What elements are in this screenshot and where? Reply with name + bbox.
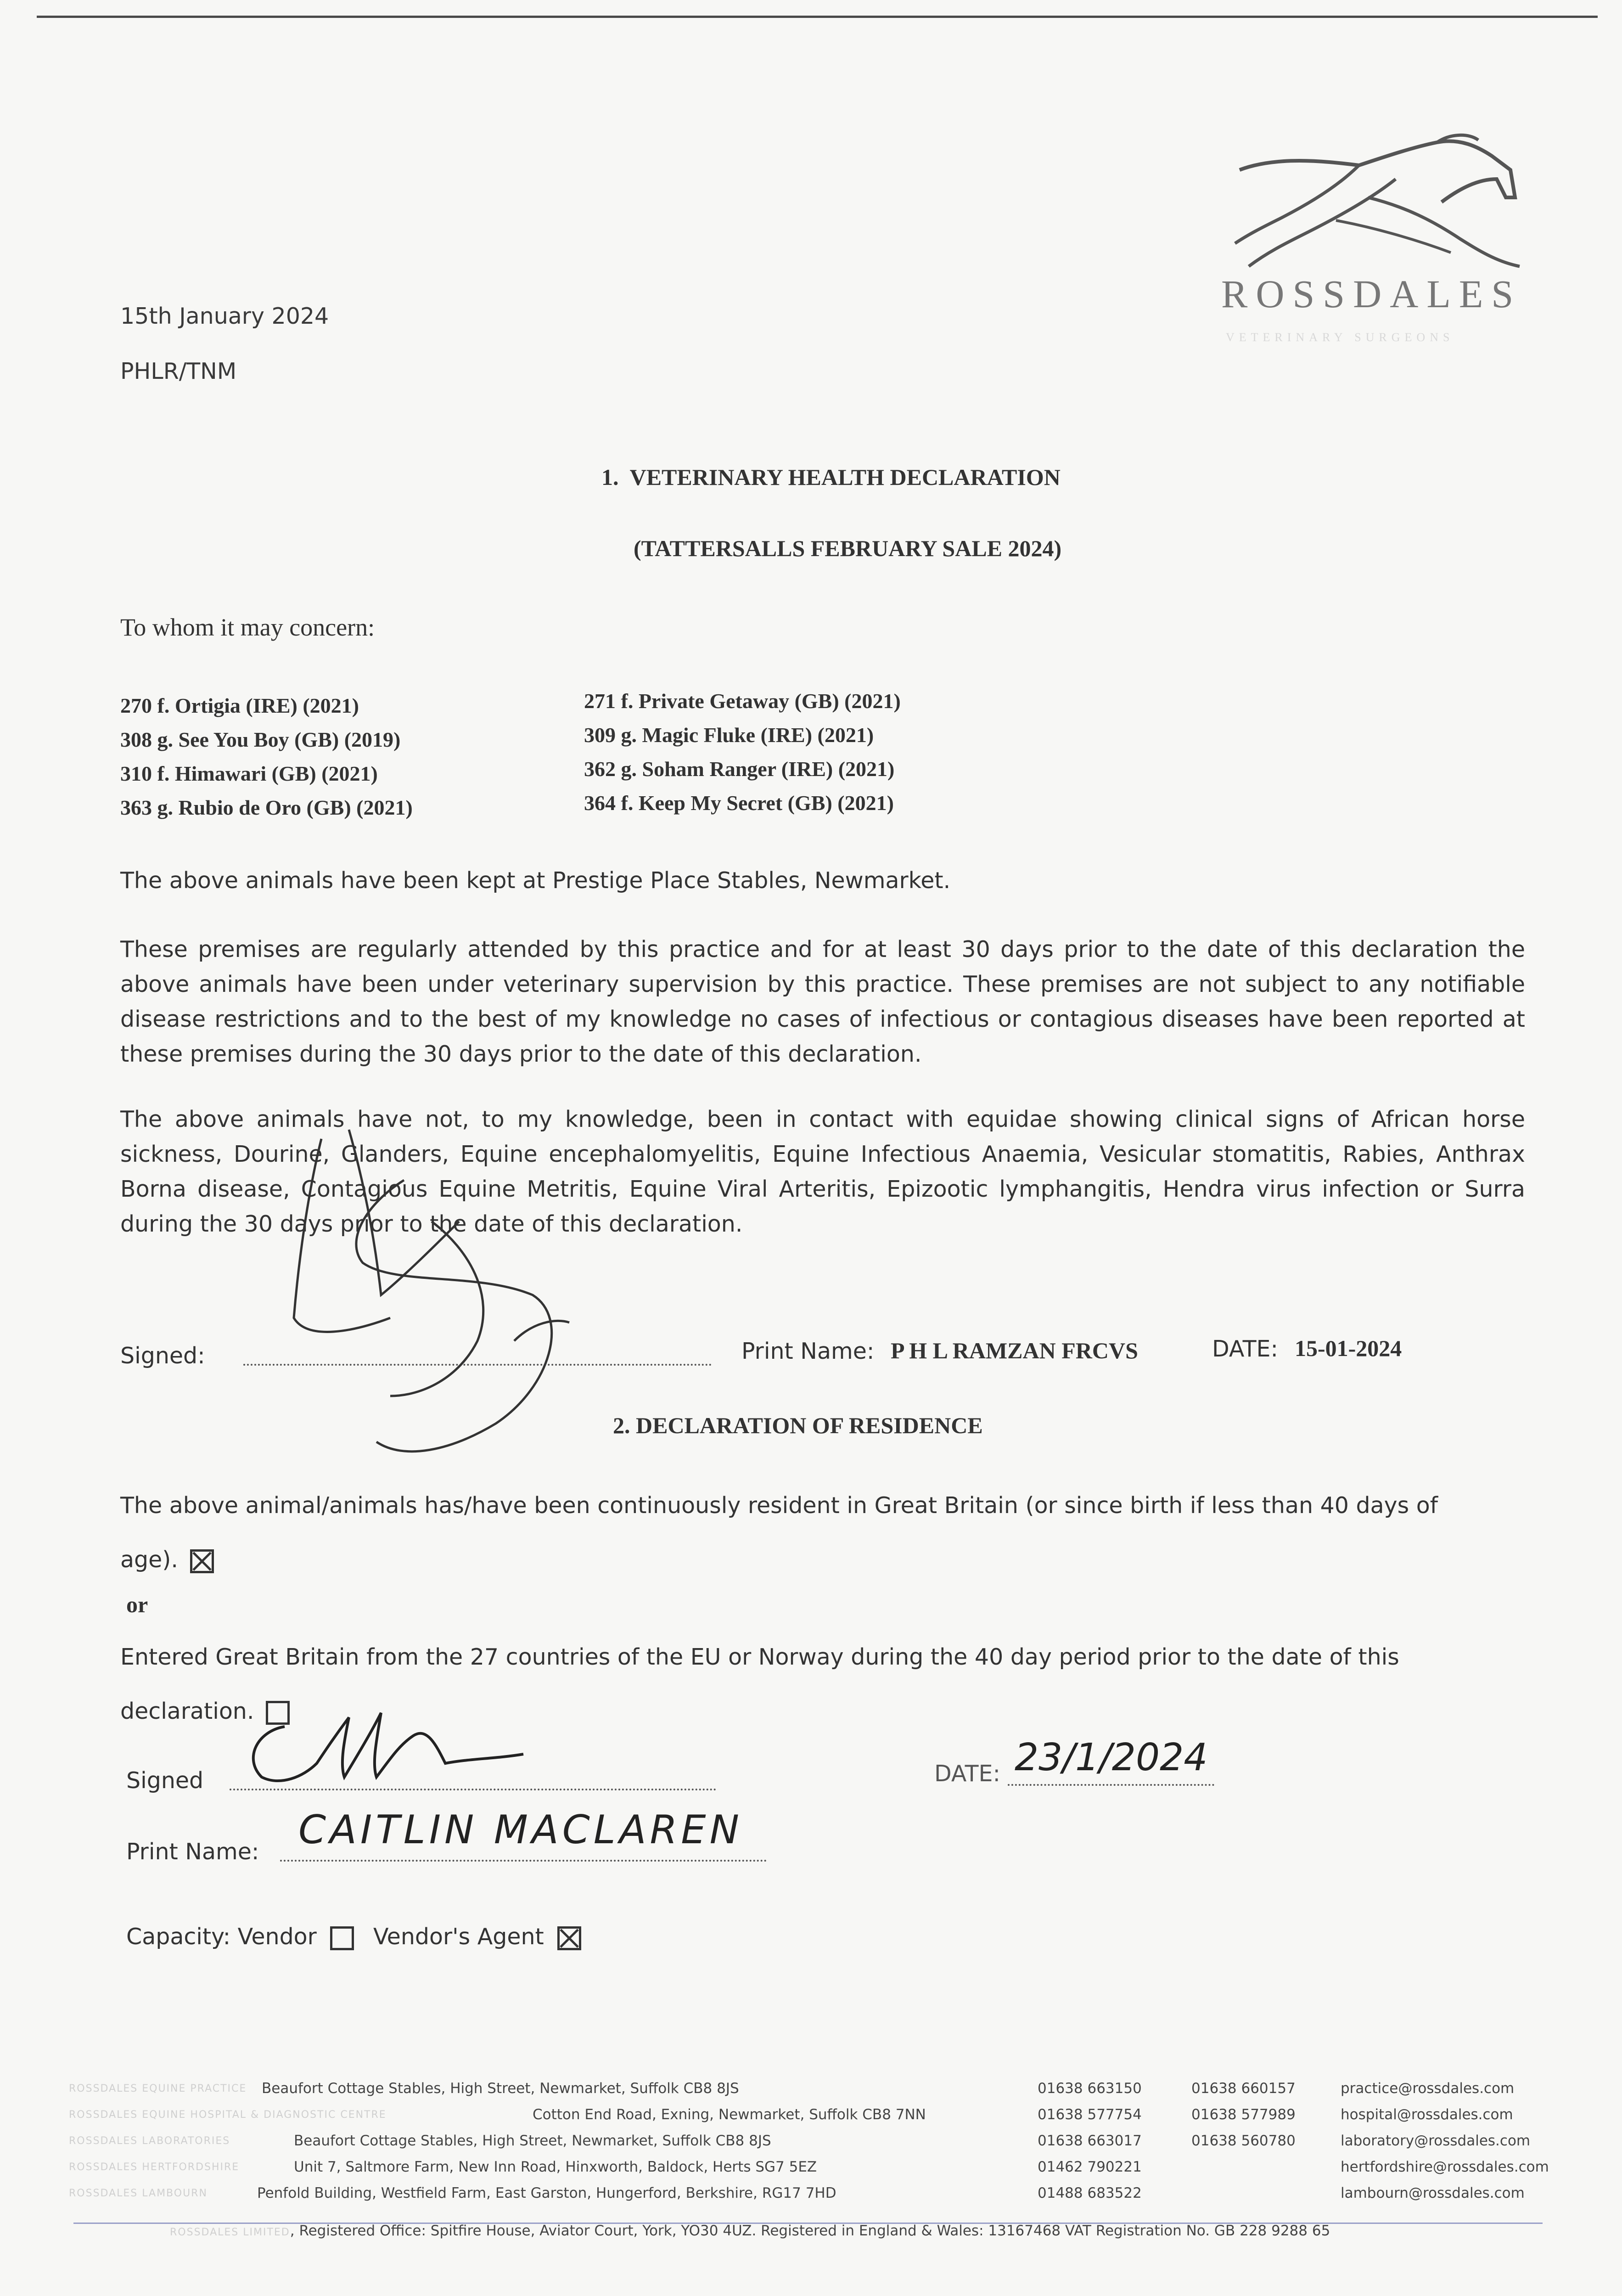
footer-row-label: ROSSDALES EQUINE PRACTICE [69, 2083, 247, 2094]
footer-row [69, 2154, 1561, 2180]
footer-row-fax: 01638 577989 [1191, 2106, 1296, 2123]
registered-text: , Registered Office: Spitfire House, Aviator Court, York, YO30 4UZ. Registered in England & Wales: 13167468 VAT Registration No. GB 228 9288 65 [290, 2223, 1330, 2239]
section1-title: 1. VETERINARY HEALTH DECLARATION [601, 464, 1061, 490]
footer-row-fax: 01638 660157 [1191, 2080, 1296, 2097]
list-item: 270 f. Ortigia (IRE) (2021) [120, 694, 359, 717]
vet-signature-image [239, 1102, 606, 1561]
footer-row-tel: 01638 663017 [1038, 2133, 1142, 2149]
paragraph-premises: The above animals have been kept at Prestige Place Stables, Newmarket. [120, 867, 951, 894]
horses-list-right [584, 684, 901, 820]
logo-wordmark: ROSSDALES [1221, 272, 1522, 316]
footer-row-tel: 01488 683522 [1038, 2185, 1142, 2201]
footer [69, 2076, 1561, 2206]
residence-option2-label: Entered Great Britain from the 27 countries of the EU or Norway during the 40 day period prior to the date of this declaration. [120, 1644, 1399, 1724]
date-label: DATE: [1212, 1336, 1278, 1362]
date-value: 15-01-2024 [1295, 1335, 1402, 1361]
rossdales-logo [1212, 129, 1543, 367]
letter-reference: PHLR/TNM [120, 358, 237, 384]
vendor-print-name-line [280, 1860, 767, 1862]
or-label: or [126, 1592, 148, 1617]
list-item: 364 f. Keep My Secret (GB) (2021) [584, 791, 894, 815]
residence-option1-checkbox[interactable] [190, 1549, 214, 1573]
paragraph-supervision: These premises are regularly attended by this practice and for at least 30 days prior to the date of this declaration the above animals have been under veterinary supervision by this practice. These premises are not subject to any notifiable disease restrictions and to the best of my knowledge no cases of infectious or contagious diseases have been reported at these premises during the 30 days prior to the date of this declaration. [120, 936, 1525, 1067]
footer-row-email[interactable]: hospital@rossdales.com [1341, 2106, 1513, 2123]
list-item: 308 g. See You Boy (GB) (2019) [120, 728, 401, 751]
footer-row [69, 2102, 1561, 2128]
checkbox-cross-icon [192, 1552, 212, 1571]
vendors-agent-label: Vendor's Agent [373, 1924, 544, 1950]
footer-row-label: ROSSDALES HERTFORDSHIRE [69, 2161, 240, 2173]
print-name-value: P H L RAMZAN FRCVS [891, 1338, 1138, 1363]
residence-option1-label: The above animal/animals has/have been continuously resident in Great Britain (or since birth if less than 40 days of age). [120, 1492, 1438, 1573]
capacity-row [126, 1919, 581, 1954]
salutation: To whom it may concern: [120, 613, 375, 641]
footer-row-email[interactable]: lambourn@rossdales.com [1341, 2185, 1525, 2201]
vendor-date-label: DATE: [934, 1761, 1000, 1787]
footer-row [69, 2076, 1561, 2102]
vendor-signature-image [230, 1699, 551, 1791]
footer-row-email[interactable]: hertfordshire@rossdales.com [1341, 2159, 1549, 2175]
footer-row-address: Unit 7, Saltmore Farm, New Inn Road, Hinxworth, Baldock, Herts SG7 5EZ [294, 2159, 817, 2175]
list-item: 310 f. Himawari (GB) (2021) [120, 762, 378, 785]
footer-row-email[interactable]: laboratory@rossdales.com [1341, 2133, 1531, 2149]
vendor-date-handwritten: 23/1/2024 [1015, 1736, 1208, 1779]
signed-label: Signed: [120, 1343, 205, 1369]
footer-row-label: ROSSDALES LABORATORIES [69, 2135, 230, 2147]
vendor-print-name-handwritten: CAITLIN MACLAREN [298, 1807, 743, 1853]
logo-subtitle: VETERINARY SURGEONS [1226, 331, 1454, 344]
footer-row-address: Penfold Building, Westfield Farm, East Garston, Hungerford, Berkshire, RG17 7HD [257, 2185, 836, 2201]
horses-list-left [120, 689, 413, 825]
footer-row-fax: 01638 560780 [1191, 2133, 1296, 2149]
footer-row [69, 2128, 1561, 2154]
vendors-agent-checkbox[interactable] [557, 1926, 581, 1950]
capacity-label: Capacity: Vendor [126, 1924, 317, 1950]
footer-row-tel: 01462 790221 [1038, 2159, 1142, 2175]
list-item: 271 f. Private Getaway (GB) (2021) [584, 689, 901, 713]
footer-row-tel: 01638 577754 [1038, 2106, 1142, 2123]
list-item: 362 g. Soham Ranger (IRE) (2021) [584, 757, 895, 781]
footer-row-address: Cotton End Road, Exning, Newmarket, Suffolk CB8 7NN [533, 2106, 926, 2123]
list-item: 363 g. Rubio de Oro (GB) (2021) [120, 796, 413, 819]
checkbox-cross-icon [560, 1929, 579, 1948]
letter-date: 15th January 2024 [120, 303, 329, 329]
footer-row-email[interactable]: practice@rossdales.com [1341, 2080, 1515, 2097]
vendor-print-name-label: Print Name: [126, 1839, 259, 1865]
paragraph-disease-contact: The above animals have not, to my knowledge, been in contact with equidae showing clinical signs of African horse sickness, Dourine, Glanders, Equine encephalomyelitis, Equine Infectious Anaemia, Vesicular stomatitis, Rabies, Anthrax Borna disease, Contagious Equine Metritis, Equine Viral Arteritis, Epizootic lymphangitis, Hendra virus infection or Surra during the 30 days prior to the date of this declaration. [120, 1106, 1525, 1237]
print-name-label: Print Name: [741, 1338, 875, 1364]
footer-row-label: ROSSDALES LAMBOURN [69, 2188, 208, 2199]
footer-row-address: Beaufort Cottage Stables, High Street, Newmarket, Suffolk CB8 8JS [262, 2080, 739, 2097]
footer-row [69, 2180, 1561, 2206]
footer-row-tel: 01638 663150 [1038, 2080, 1142, 2097]
top-rule [37, 16, 1598, 18]
section1-subtitle: (TATTERSALLS FEBRUARY SALE 2024) [634, 535, 1062, 561]
vendor-signed-label: Signed [126, 1767, 204, 1794]
vendor-date-line [1008, 1784, 1214, 1786]
list-item: 309 g. Magic Fluke (IRE) (2021) [584, 723, 874, 747]
registered-office [170, 2218, 1330, 2245]
registered-label: ROSSDALES LIMITED [170, 2227, 290, 2238]
vendor-checkbox[interactable] [330, 1926, 354, 1950]
section2-title: 2. DECLARATION OF RESIDENCE [613, 1412, 983, 1438]
footer-row-label: ROSSDALES EQUINE HOSPITAL & DIAGNOSTIC CENTRE [69, 2109, 387, 2121]
footer-row-address: Beaufort Cottage Stables, High Street, Newmarket, Suffolk CB8 8JS [294, 2133, 771, 2149]
horse-logo-icon [1221, 129, 1543, 280]
